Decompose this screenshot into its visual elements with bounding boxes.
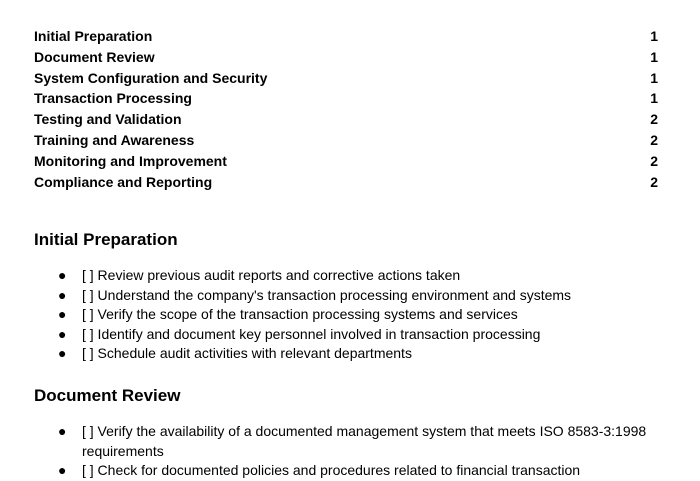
toc-row[interactable] <box>34 172 658 193</box>
toc-page-number: 1 <box>650 28 658 44</box>
list-item-text: [ ] Check for documented policies and procedures related to financial transaction <box>82 462 581 478</box>
toc-page-number: 2 <box>650 131 658 148</box>
bullet-icon: ● <box>58 286 67 303</box>
toc-row[interactable] <box>34 68 658 89</box>
toc-title[interactable]: System Configuration and Security <box>34 69 268 86</box>
section-initial-preparation <box>34 228 658 364</box>
toc-row[interactable] <box>34 151 658 172</box>
section-heading: Initial Preparation <box>34 230 178 249</box>
toc-title[interactable]: Document Review <box>34 48 155 65</box>
list-item-text: [ ] Schedule audit activities with relevant departments <box>82 345 412 361</box>
list-item <box>34 422 658 461</box>
list-item <box>34 344 658 364</box>
toc-title[interactable]: Initial Preparation <box>34 28 153 44</box>
list-item <box>34 461 658 481</box>
list-item <box>34 286 658 306</box>
toc-row[interactable] <box>34 47 658 68</box>
list-item-text: [ ] Identify and document key personnel involved in transaction processing <box>82 325 541 342</box>
checklist <box>34 422 658 481</box>
list-item <box>34 325 658 345</box>
toc-title[interactable]: Testing and Validation <box>34 111 182 128</box>
bullet-icon: ● <box>58 423 67 439</box>
toc-title[interactable]: Transaction Processing <box>34 90 192 107</box>
table-of-contents <box>34 26 658 192</box>
bullet-icon: ● <box>58 267 67 283</box>
toc-page-number: 2 <box>650 111 658 128</box>
bullet-icon: ● <box>58 462 67 478</box>
bullet-icon: ● <box>58 306 67 322</box>
toc-page-number: 1 <box>650 90 658 107</box>
toc-page-number: 2 <box>650 173 658 190</box>
toc-row[interactable] <box>34 130 658 151</box>
section-document-review <box>34 384 658 481</box>
toc-title[interactable]: Compliance and Reporting <box>34 173 213 190</box>
toc-title[interactable]: Monitoring and Improvement <box>34 152 227 169</box>
bullet-icon: ● <box>58 345 67 361</box>
list-item-text: [ ] Understand the company's transaction processing environment and systems <box>82 286 572 303</box>
list-item <box>34 305 658 325</box>
list-item <box>34 266 658 286</box>
toc-row[interactable] <box>34 109 658 130</box>
toc-page-number: 1 <box>650 48 658 65</box>
toc-row[interactable] <box>34 88 658 109</box>
toc-row[interactable] <box>34 26 658 47</box>
checklist <box>34 266 658 364</box>
list-item-text: [ ] Verify the availability of a documented management system that meets ISO 8583-3:1998 requirements <box>82 423 647 459</box>
document-page <box>34 26 658 478</box>
toc-title[interactable]: Training and Awareness <box>34 131 195 148</box>
section-heading: Document Review <box>34 386 181 405</box>
toc-page-number: 2 <box>650 152 658 169</box>
bullet-icon: ● <box>58 325 67 342</box>
toc-page-number: 1 <box>650 69 658 86</box>
list-item-text: [ ] Verify the scope of the transaction processing systems and services <box>82 306 518 322</box>
list-item-text: [ ] Review previous audit reports and corrective actions taken <box>82 267 461 283</box>
